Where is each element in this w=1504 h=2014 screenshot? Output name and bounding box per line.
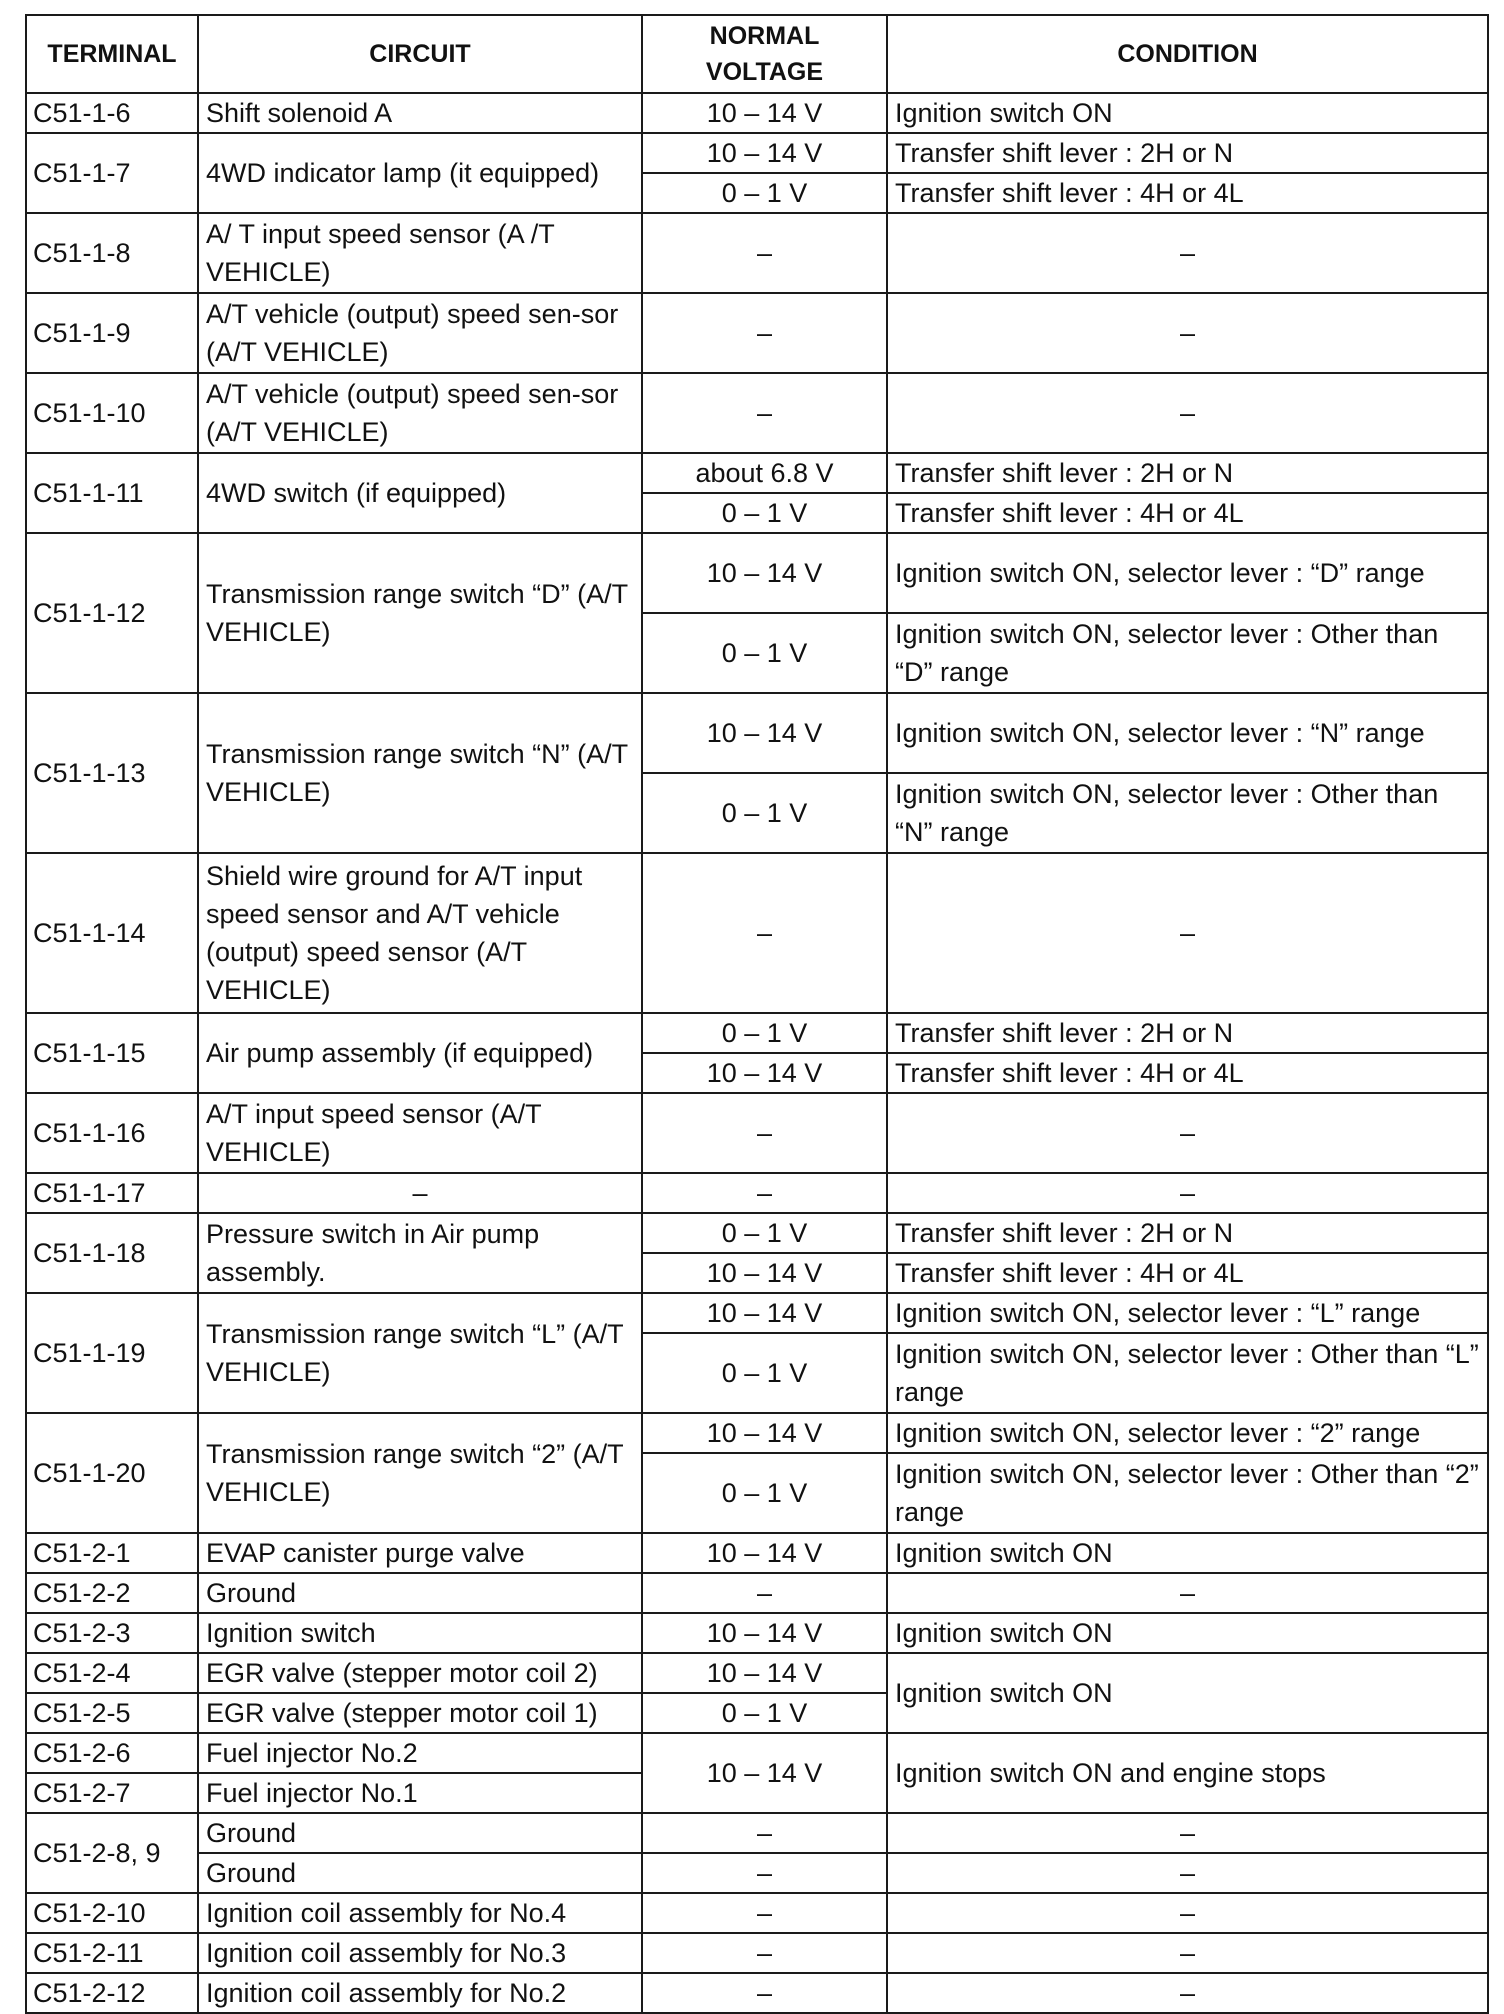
voltage-cell: – <box>642 1933 887 1973</box>
condition-cell: Ignition switch ON <box>887 1613 1488 1653</box>
voltage-cell: 0 – 1 V <box>642 173 887 213</box>
table-row <box>26 1573 1488 1613</box>
table-row <box>26 293 1488 373</box>
voltage-cell: 0 – 1 V <box>642 1213 887 1253</box>
condition-cell: Transfer shift lever : 4H or 4L <box>887 493 1488 533</box>
terminal-cell: C51-2-6 <box>26 1733 198 1773</box>
condition-cell: – <box>887 213 1488 293</box>
circuit-cell: A/T vehicle (output) speed sen-sor (A/T VEHICLE) <box>198 293 642 373</box>
terminal-cell: C51-2-12 <box>26 1973 198 2013</box>
condition-cell: Ignition switch ON, selector lever : “N” range <box>887 693 1488 773</box>
circuit-cell: Ignition switch <box>198 1613 642 1653</box>
circuit-cell: EGR valve (stepper motor coil 2) <box>198 1653 642 1693</box>
voltage-cell: 10 – 14 V <box>642 133 887 173</box>
condition-cell: Ignition switch ON, selector lever : “D” range <box>887 533 1488 613</box>
condition-cell: Ignition switch ON <box>887 1533 1488 1573</box>
condition-cell: – <box>887 1893 1488 1933</box>
header-terminal: TERMINAL <box>26 15 198 93</box>
condition-cell: Transfer shift lever : 4H or 4L <box>887 1253 1488 1293</box>
terminal-cell: C51-1-11 <box>26 453 198 533</box>
table-row <box>26 133 1488 173</box>
circuit-cell: Ground <box>198 1813 642 1853</box>
circuit-cell: Pressure switch in Air pump assembly. <box>198 1213 642 1293</box>
voltage-cell: 0 – 1 V <box>642 1013 887 1053</box>
circuit-cell: A/ T input speed sensor (A /T VEHICLE) <box>198 213 642 293</box>
terminal-cell: C51-1-17 <box>26 1173 198 1213</box>
table-row <box>26 1813 1488 1853</box>
table-body <box>26 93 1488 2013</box>
voltage-cell: 10 – 14 V <box>642 1533 887 1573</box>
voltage-cell: – <box>642 1573 887 1613</box>
header-row <box>26 15 1488 93</box>
condition-cell: Transfer shift lever : 2H or N <box>887 453 1488 493</box>
circuit-cell: Ignition coil assembly for No.3 <box>198 1933 642 1973</box>
circuit-cell: Transmission range switch “N” (A/T VEHICLE) <box>198 693 642 853</box>
voltage-cell: 10 – 14 V <box>642 1733 887 1813</box>
table-row <box>26 1533 1488 1573</box>
condition-cell: – <box>887 1933 1488 1973</box>
condition-cell: Ignition switch ON, selector lever : “L” range <box>887 1293 1488 1333</box>
terminal-cell: C51-1-19 <box>26 1293 198 1413</box>
voltage-cell: about 6.8 V <box>642 453 887 493</box>
table-row <box>26 213 1488 293</box>
condition-cell: Ignition switch ON, selector lever : Other than “N” range <box>887 773 1488 853</box>
table-row <box>26 853 1488 1013</box>
terminal-cell: C51-2-3 <box>26 1613 198 1653</box>
voltage-cell: 10 – 14 V <box>642 1253 887 1293</box>
condition-cell: – <box>887 1573 1488 1613</box>
condition-cell: – <box>887 293 1488 373</box>
voltage-cell: 10 – 14 V <box>642 1413 887 1453</box>
condition-cell: – <box>887 1973 1488 2013</box>
circuit-cell: Transmission range switch “D” (A/T VEHICLE) <box>198 533 642 693</box>
table-row <box>26 693 1488 773</box>
condition-cell: Ignition switch ON, selector lever : “2” range <box>887 1413 1488 1453</box>
voltage-cell: 0 – 1 V <box>642 1693 887 1733</box>
terminal-cell: C51-1-6 <box>26 93 198 133</box>
circuit-cell: Ignition coil assembly for No.4 <box>198 1893 642 1933</box>
circuit-cell: 4WD switch (if equipped) <box>198 453 642 533</box>
voltage-cell: – <box>642 1173 887 1213</box>
voltage-cell: 0 – 1 V <box>642 1333 887 1413</box>
terminal-cell: C51-2-2 <box>26 1573 198 1613</box>
terminal-cell: C51-2-1 <box>26 1533 198 1573</box>
terminal-cell: C51-1-10 <box>26 373 198 453</box>
table-row <box>26 1013 1488 1053</box>
voltage-cell: – <box>642 1893 887 1933</box>
voltage-cell: 10 – 14 V <box>642 1653 887 1693</box>
condition-cell: Ignition switch ON and engine stops <box>887 1733 1488 1813</box>
condition-cell: Transfer shift lever : 2H or N <box>887 1213 1488 1253</box>
table-row <box>26 1173 1488 1213</box>
circuit-cell: A/T input speed sensor (A/T VEHICLE) <box>198 1093 642 1173</box>
table-row <box>26 1653 1488 1693</box>
circuit-cell: Transmission range switch “L” (A/T VEHICLE) <box>198 1293 642 1413</box>
circuit-cell: Shield wire ground for A/T input speed sensor and A/T vehicle (output) speed sensor (A/T VEHICLE) <box>198 853 642 1013</box>
voltage-cell: – <box>642 853 887 1013</box>
table-row <box>26 1733 1488 1773</box>
circuit-cell: EVAP canister purge valve <box>198 1533 642 1573</box>
voltage-cell: 0 – 1 V <box>642 493 887 533</box>
circuit-cell: Air pump assembly (if equipped) <box>198 1013 642 1093</box>
terminal-cell: C51-2-11 <box>26 1933 198 1973</box>
circuit-cell: Ground <box>198 1573 642 1613</box>
table-row <box>26 1613 1488 1653</box>
condition-cell: Transfer shift lever : 4H or 4L <box>887 173 1488 213</box>
voltage-cell: 0 – 1 V <box>642 773 887 853</box>
voltage-cell: – <box>642 213 887 293</box>
terminal-cell: C51-1-13 <box>26 693 198 853</box>
terminal-cell: C51-1-18 <box>26 1213 198 1293</box>
terminal-cell: C51-1-14 <box>26 853 198 1013</box>
condition-cell: – <box>887 1813 1488 1853</box>
terminal-cell: C51-1-7 <box>26 133 198 213</box>
circuit-cell: 4WD indicator lamp (it equipped) <box>198 133 642 213</box>
voltage-cell: 0 – 1 V <box>642 613 887 693</box>
circuit-cell: Fuel injector No.2 <box>198 1733 642 1773</box>
voltage-cell: 10 – 14 V <box>642 1053 887 1093</box>
condition-cell: Ignition switch ON <box>887 1653 1488 1733</box>
header-condition: CONDITION <box>887 15 1488 93</box>
terminal-cell: C51-1-8 <box>26 213 198 293</box>
table-row <box>26 533 1488 613</box>
voltage-cell: 10 – 14 V <box>642 1293 887 1333</box>
table-row <box>26 373 1488 453</box>
condition-cell: Ignition switch ON, selector lever : Other than “L” range <box>887 1333 1488 1413</box>
table-row <box>26 453 1488 493</box>
condition-cell: Ignition switch ON <box>887 93 1488 133</box>
condition-cell: Transfer shift lever : 2H or N <box>887 133 1488 173</box>
condition-cell: – <box>887 1093 1488 1173</box>
voltage-cell: 10 – 14 V <box>642 693 887 773</box>
voltage-cell: – <box>642 1093 887 1173</box>
condition-cell: – <box>887 853 1488 1013</box>
voltage-cell: 0 – 1 V <box>642 1453 887 1533</box>
condition-cell: – <box>887 373 1488 453</box>
table-row <box>26 1093 1488 1173</box>
terminal-cell: C51-2-10 <box>26 1893 198 1933</box>
voltage-cell: 10 – 14 V <box>642 1613 887 1653</box>
voltage-cell: 10 – 14 V <box>642 533 887 613</box>
terminal-cell: C51-1-16 <box>26 1093 198 1173</box>
circuit-cell: Transmission range switch “2” (A/T VEHICLE) <box>198 1413 642 1533</box>
condition-cell: Ignition switch ON, selector lever : Other than “D” range <box>887 613 1488 693</box>
voltage-cell: – <box>642 1813 887 1853</box>
header-circuit: CIRCUIT <box>198 15 642 93</box>
circuit-cell: EGR valve (stepper motor coil 1) <box>198 1693 642 1733</box>
circuit-cell: Ignition coil assembly for No.2 <box>198 1973 642 2013</box>
circuit-cell: Shift solenoid A <box>198 93 642 133</box>
table-row <box>26 1973 1488 2013</box>
table-row <box>26 1413 1488 1453</box>
header-voltage: NORMAL VOLTAGE <box>642 15 887 93</box>
terminal-cell: C51-1-12 <box>26 533 198 693</box>
condition-cell: – <box>887 1853 1488 1893</box>
voltage-cell: – <box>642 293 887 373</box>
voltage-cell: – <box>642 1973 887 2013</box>
table-row <box>26 93 1488 133</box>
terminal-cell: C51-2-7 <box>26 1773 198 1813</box>
table-row <box>26 1293 1488 1333</box>
terminal-cell: C51-2-5 <box>26 1693 198 1733</box>
condition-cell: Transfer shift lever : 4H or 4L <box>887 1053 1488 1093</box>
condition-cell: Transfer shift lever : 2H or N <box>887 1013 1488 1053</box>
condition-cell: – <box>887 1173 1488 1213</box>
circuit-cell: Ground <box>198 1853 642 1893</box>
terminal-cell: C51-1-20 <box>26 1413 198 1533</box>
voltage-cell: 10 – 14 V <box>642 93 887 133</box>
table-row <box>26 1213 1488 1253</box>
terminal-table <box>25 14 1489 2014</box>
table-row <box>26 1893 1488 1933</box>
terminal-cell: C51-2-4 <box>26 1653 198 1693</box>
table-subrow <box>26 1853 1488 1893</box>
circuit-cell: A/T vehicle (output) speed sen-sor (A/T VEHICLE) <box>198 373 642 453</box>
condition-cell: Ignition switch ON, selector lever : Other than “2” range <box>887 1453 1488 1533</box>
table-row <box>26 1933 1488 1973</box>
circuit-cell: – <box>198 1173 642 1213</box>
voltage-cell: – <box>642 1853 887 1893</box>
voltage-cell: – <box>642 373 887 453</box>
terminal-cell: C51-2-8, 9 <box>26 1813 198 1893</box>
terminal-cell: C51-1-9 <box>26 293 198 373</box>
circuit-cell: Fuel injector No.1 <box>198 1773 642 1813</box>
terminal-cell: C51-1-15 <box>26 1013 198 1093</box>
